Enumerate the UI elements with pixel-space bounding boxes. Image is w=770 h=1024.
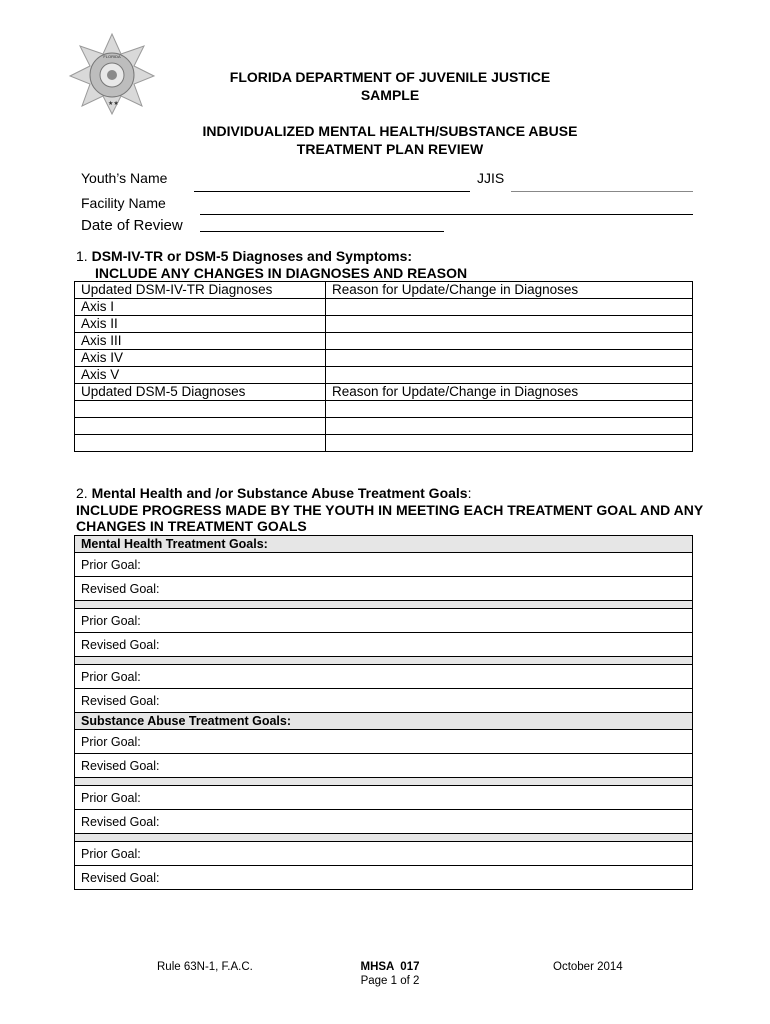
table-cell[interactable]: Axis I xyxy=(75,299,326,316)
section2-title: Mental Health and /or Substance Abuse Treatment Goals xyxy=(91,485,468,501)
revised-goal-field[interactable]: Revised Goal: xyxy=(75,754,693,778)
table-row xyxy=(75,418,693,435)
section1-number: 1. xyxy=(76,248,88,264)
revised-goal-field[interactable]: Revised Goal: xyxy=(75,810,693,834)
form-title-line2: TREATMENT PLAN REVIEW xyxy=(296,141,484,157)
section2-instruction-line2: CHANGES IN TREATMENT GOALS xyxy=(76,518,307,534)
table-row xyxy=(75,401,693,418)
table-cell[interactable]: Axis II xyxy=(75,316,326,333)
substance-abuse-goals-header: Substance Abuse Treatment Goals: xyxy=(75,713,693,730)
prior-goal-field[interactable]: Prior Goal: xyxy=(75,786,693,810)
agency-name: FLORIDA DEPARTMENT OF JUVENILE JUSTICE xyxy=(229,69,551,85)
revised-goal-field[interactable]: Revised Goal: xyxy=(75,633,693,657)
table-cell[interactable]: Reason for Update/Change in Diagnoses xyxy=(326,384,693,401)
section1-heading xyxy=(76,248,412,264)
jjis-field[interactable] xyxy=(511,191,693,192)
table-cell[interactable] xyxy=(326,367,693,384)
table-cell[interactable]: Updated DSM-5 Diagnoses xyxy=(75,384,326,401)
jjis-label: JJIS xyxy=(477,170,505,186)
table-row xyxy=(75,435,693,452)
footer-date: October 2014 xyxy=(553,961,623,973)
table-row xyxy=(75,316,693,333)
table-cell[interactable] xyxy=(326,316,693,333)
footer-page-number: Page 1 of 2 xyxy=(360,975,420,987)
table-cell[interactable] xyxy=(75,418,326,435)
section1-title: DSM-IV-TR or DSM-5 Diagnoses and Symptoms: xyxy=(91,248,413,264)
svg-text:FLORIDA: FLORIDA xyxy=(103,54,121,59)
prior-goal-field[interactable]: Prior Goal: xyxy=(75,609,693,633)
section2-instruction-line1: INCLUDE PROGRESS MADE BY THE YOUTH IN MEETING EACH TREATMENT GOAL AND ANY xyxy=(76,502,704,518)
youth-name-field[interactable] xyxy=(194,191,470,192)
table-cell[interactable] xyxy=(75,435,326,452)
sample-label: SAMPLE xyxy=(360,87,420,103)
facility-name-label: Facility Name xyxy=(81,195,166,211)
prior-goal-field[interactable]: Prior Goal: xyxy=(75,730,693,754)
revised-goal-field[interactable]: Revised Goal: xyxy=(75,689,693,713)
table-row xyxy=(75,333,693,350)
row-separator xyxy=(75,834,693,842)
row-separator xyxy=(75,778,693,786)
table-row xyxy=(75,384,693,401)
row-separator xyxy=(75,601,693,609)
table-row xyxy=(75,299,693,316)
section2-number: 2. xyxy=(76,485,88,501)
table-cell[interactable] xyxy=(326,435,693,452)
revised-goal-field[interactable]: Revised Goal: xyxy=(75,866,693,890)
table-cell[interactable] xyxy=(326,299,693,316)
prior-goal-field[interactable]: Prior Goal: xyxy=(75,665,693,689)
mental-health-goals-header: Mental Health Treatment Goals: xyxy=(75,536,693,553)
table-cell[interactable] xyxy=(326,418,693,435)
department-seal-logo xyxy=(68,32,156,116)
table-row xyxy=(75,282,693,299)
prior-goal-field[interactable]: Prior Goal: xyxy=(75,842,693,866)
section1-subtitle: INCLUDE ANY CHANGES IN DIAGNOSES AND REASON xyxy=(95,265,468,281)
table-cell[interactable]: Updated DSM-IV-TR Diagnoses xyxy=(75,282,326,299)
table-cell[interactable] xyxy=(326,333,693,350)
youth-name-label: Youth’s Name xyxy=(81,170,168,186)
table-cell[interactable] xyxy=(75,401,326,418)
table-cell[interactable]: Axis III xyxy=(75,333,326,350)
row-separator xyxy=(75,657,693,665)
table-row xyxy=(75,350,693,367)
footer-rule: Rule 63N-1, F.A.C. xyxy=(157,961,253,973)
table-cell[interactable]: Axis IV xyxy=(75,350,326,367)
section2-heading xyxy=(76,485,471,501)
treatment-goals-table xyxy=(74,535,693,890)
svg-text:★★: ★★ xyxy=(108,101,119,107)
prior-goal-field[interactable]: Prior Goal: xyxy=(75,553,693,577)
form-title-line1: INDIVIDUALIZED MENTAL HEALTH/SUBSTANCE ABUSE xyxy=(202,123,578,139)
diagnoses-table xyxy=(74,281,693,452)
date-of-review-field[interactable] xyxy=(200,231,444,232)
facility-name-field[interactable] xyxy=(200,214,693,215)
footer-form-id: MHSA 017 xyxy=(360,961,420,973)
table-cell[interactable]: Axis V xyxy=(75,367,326,384)
table-cell[interactable] xyxy=(326,401,693,418)
table-cell[interactable] xyxy=(326,350,693,367)
section2-colon: : xyxy=(467,485,472,501)
revised-goal-field[interactable]: Revised Goal: xyxy=(75,577,693,601)
table-row xyxy=(75,367,693,384)
date-of-review-label: Date of Review xyxy=(81,217,183,234)
table-cell[interactable]: Reason for Update/Change in Diagnoses xyxy=(326,282,693,299)
